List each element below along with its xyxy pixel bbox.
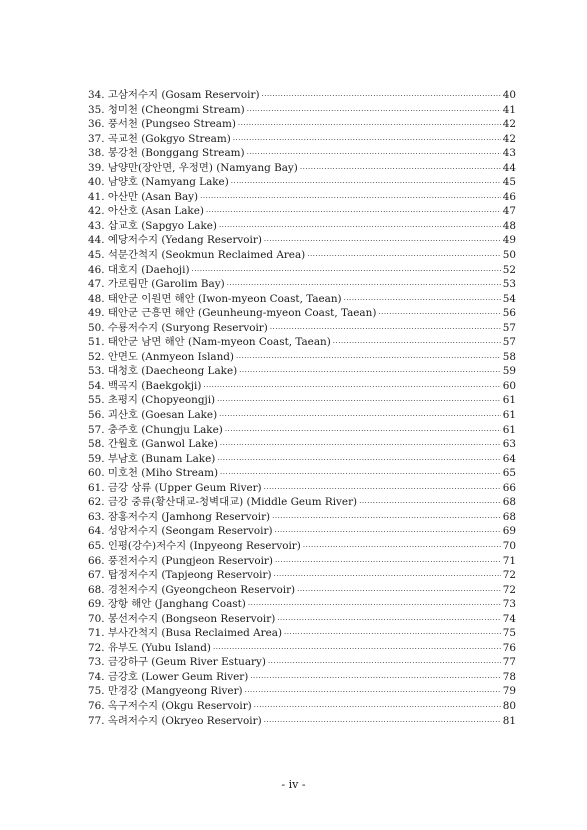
toc-entry-page: 75 (502, 627, 516, 640)
toc-entry-number: 53. (88, 365, 105, 378)
toc-entry-page: 40 (502, 89, 516, 101)
toc-entry-number: 49. (88, 307, 105, 320)
toc-entry-number: 75. (88, 685, 105, 698)
toc-entry-text (88, 524, 273, 539)
toc-entry-title: 간월호 (Ganwol Lake) (107, 438, 218, 451)
toc-entry[interactable] (88, 539, 516, 554)
toc-entry-number: 44. (88, 234, 105, 247)
toc-entry-text (88, 335, 331, 350)
dot-leader (275, 555, 501, 570)
dot-leader (239, 365, 501, 380)
dot-leader (307, 249, 501, 264)
toc-entry-page: 68 (502, 510, 516, 523)
toc-entry-page: 72 (502, 569, 516, 582)
toc-list (88, 88, 516, 728)
toc-entry-title: 곡교천 (Gokgyo Stream) (107, 132, 231, 145)
toc-entry[interactable] (88, 466, 516, 481)
toc-entry[interactable] (88, 684, 516, 699)
dot-leader (203, 380, 500, 395)
toc-entry-text (88, 481, 262, 496)
page-footer-number: - iv - (281, 778, 306, 791)
toc-entry[interactable] (88, 423, 516, 438)
toc-entry-page: 59 (502, 365, 516, 378)
dot-leader (284, 627, 501, 642)
toc-entry-page: 70 (502, 539, 516, 552)
toc-entry-page: 48 (502, 219, 516, 232)
toc-entry[interactable] (88, 190, 516, 205)
toc-entry[interactable] (88, 641, 516, 656)
dot-leader (344, 293, 501, 308)
dot-leader (262, 89, 501, 104)
dot-leader (227, 278, 501, 293)
dot-leader (247, 147, 501, 162)
toc-entry-text (88, 626, 282, 641)
toc-entry-text (88, 641, 211, 656)
dot-leader (213, 642, 501, 657)
toc-entry[interactable] (88, 437, 516, 452)
toc-entry-number: 34. (88, 89, 105, 101)
toc-entry-page: 42 (502, 132, 516, 145)
dot-leader (238, 118, 501, 133)
toc-entry-title: 고삼저수지 (Gosam Reservoir) (107, 89, 260, 101)
toc-entry-text (88, 539, 301, 554)
dot-leader (217, 453, 500, 468)
dot-leader (247, 104, 501, 119)
toc-entry-text (88, 699, 252, 714)
toc-entry-page: 74 (502, 612, 516, 625)
toc-entry-title: 탑정저수지 (Tapjeong Reservoir) (107, 569, 272, 582)
toc-entry-number: 64. (88, 525, 105, 538)
toc-entry-title: 금강 중류(황산대교-청벽대교) (Middle Geum River) (107, 496, 358, 509)
dot-leader (272, 511, 501, 526)
toc-entry-text (88, 306, 376, 321)
toc-entry-page: 78 (502, 670, 516, 683)
toc-entry-number: 38. (88, 147, 105, 160)
toc-entry-number: 54. (88, 379, 105, 392)
toc-entry-title: 초평지 (Chopyeongji) (107, 394, 216, 407)
toc-entry-number: 57. (88, 423, 105, 436)
toc-entry-title: 금강 상류 (Upper Geum River) (107, 481, 262, 494)
toc-entry-title: 금강호 (Lower Geum River) (107, 670, 249, 683)
toc-entry-number: 42. (88, 205, 105, 218)
toc-entry-number: 36. (88, 118, 105, 131)
toc-entry-number: 56. (88, 409, 105, 422)
toc-entry-page: 66 (502, 481, 516, 494)
toc-entry-title: 풍전저수지 (Pungjeon Reservoir) (107, 554, 273, 567)
toc-entry-number: 65. (88, 539, 105, 552)
dot-leader (275, 525, 501, 540)
toc-entry[interactable] (88, 103, 516, 118)
toc-entry[interactable] (88, 306, 516, 321)
toc-entry-text (88, 233, 262, 248)
toc-entry-text (88, 277, 225, 292)
toc-entry-text (88, 714, 262, 729)
toc-entry-title: 경천저수지 (Gyeongcheon Reservoir) (107, 583, 296, 596)
toc-entry-page: 49 (502, 234, 516, 247)
toc-entry-title: 잠홍저수지 (Jamhong Reservoir) (107, 510, 271, 523)
toc-entry-text (88, 684, 243, 699)
toc-entry-title: 석문간척지 (Seokmun Reclaimed Area) (107, 249, 306, 262)
toc-entry-page: 56 (502, 307, 516, 320)
dot-leader (333, 336, 501, 351)
toc-entry-page: 45 (502, 176, 516, 189)
toc-entry-page: 57 (502, 336, 516, 349)
toc-entry-number: 60. (88, 467, 105, 480)
toc-entry-number: 41. (88, 190, 105, 203)
dot-leader (236, 351, 501, 366)
dot-leader (220, 467, 501, 482)
toc-entry-number: 66. (88, 554, 105, 567)
toc-entry-number: 61. (88, 481, 105, 494)
toc-entry-title: 풍서천 (Pungseo Stream) (107, 118, 236, 131)
toc-entry[interactable] (88, 626, 516, 641)
toc-entry-number: 72. (88, 641, 105, 654)
toc-entry-title: 태안군 남면 해안 (Nam-myeon Coast, Taean) (107, 336, 331, 349)
toc-entry-title: 인평(강수)저수지 (Inpyeong Reservoir) (107, 539, 301, 552)
toc-entry-title: 백곡지 (Baekgokji) (107, 379, 202, 392)
toc-entry-page: 64 (502, 452, 516, 465)
toc-entry-title: 안면도 (Anmyeon Island) (107, 350, 234, 363)
toc-entry[interactable] (88, 364, 516, 379)
toc-entry-text (88, 175, 229, 190)
toc-entry-page: 57 (502, 321, 516, 334)
toc-entry-text (88, 670, 248, 685)
toc-entry-number: 58. (88, 438, 105, 451)
toc-entry-page: 72 (502, 583, 516, 596)
toc-entry-number: 52. (88, 350, 105, 363)
toc-entry-number: 47. (88, 278, 105, 291)
toc-entry-text (88, 466, 218, 481)
toc-entry-page: 65 (502, 467, 516, 480)
dot-leader (220, 438, 501, 453)
toc-entry-text (88, 597, 246, 612)
toc-entry-page: 68 (502, 496, 516, 509)
toc-entry[interactable] (88, 132, 516, 147)
toc-entry[interactable] (88, 655, 516, 670)
toc-entry-page: 46 (502, 190, 516, 203)
toc-entry-title: 태안군 근흥면 해안 (Geunheung-myeon Coast, Taean) (107, 307, 377, 320)
dot-leader (254, 700, 501, 715)
toc-entry-number: 48. (88, 292, 105, 305)
dot-leader (217, 394, 501, 409)
toc-entry-text (88, 393, 215, 408)
toc-entry-text (88, 452, 215, 467)
toc-entry[interactable] (88, 292, 516, 307)
toc-entry-number: 40. (88, 176, 105, 189)
dot-leader (359, 496, 501, 511)
toc-entry[interactable] (88, 219, 516, 234)
toc-entry-number: 73. (88, 656, 105, 669)
dot-leader (264, 715, 501, 730)
toc-entry-page: 41 (502, 103, 516, 116)
toc-entry[interactable] (88, 452, 516, 467)
toc-entry[interactable] (88, 379, 516, 394)
toc-entry-title: 충주호 (Chungju Lake) (107, 423, 223, 436)
toc-entry-text (88, 132, 231, 147)
toc-entry-text (88, 146, 245, 161)
toc-entry-title: 태안군 이원면 해안 (Iwon-myeon Coast, Taean) (107, 292, 342, 305)
toc-entry-title: 봉선저수지 (Bongseon Reservoir) (107, 612, 276, 625)
dot-leader (248, 598, 501, 613)
toc-entry[interactable] (88, 481, 516, 496)
toc-entry-page: 60 (502, 379, 516, 392)
toc-entry-page: 61 (502, 423, 516, 436)
toc-entry-number: 62. (88, 496, 105, 509)
toc-entry-number: 37. (88, 132, 105, 145)
toc-entry-text (88, 510, 270, 525)
toc-entry[interactable] (88, 248, 516, 263)
toc-entry-number: 67. (88, 569, 105, 582)
toc-entry-number: 35. (88, 103, 105, 116)
toc-entry-title: 부사간척지 (Busa Reclaimed Area) (107, 627, 283, 640)
toc-entry[interactable] (88, 117, 516, 132)
toc-entry-text (88, 364, 237, 379)
toc-entry[interactable] (88, 233, 516, 248)
toc-entry-page: 58 (502, 350, 516, 363)
toc-entry-text (88, 321, 268, 336)
toc-entry-text (88, 263, 190, 278)
toc-entry-number: 43. (88, 219, 105, 232)
dot-leader (274, 569, 501, 584)
toc-entry-number: 74. (88, 670, 105, 683)
toc-entry[interactable] (88, 495, 516, 510)
dot-leader (233, 133, 501, 148)
toc-entry[interactable] (88, 277, 516, 292)
toc-entry-title: 대호지 (Daehoji) (107, 263, 190, 276)
toc-entry-text (88, 248, 305, 263)
toc-entry-title: 대청호 (Daecheong Lake) (107, 365, 238, 378)
toc-entry-title: 남양만(장안면, 우정면) (Namyang Bay) (107, 161, 298, 174)
toc-entry[interactable] (88, 670, 516, 685)
toc-entry[interactable] (88, 554, 516, 569)
dot-leader (245, 685, 501, 700)
toc-entry-title: 가로림만 (Garolim Bay) (107, 278, 225, 291)
toc-entry-page: 69 (502, 525, 516, 538)
toc-entry[interactable] (88, 146, 516, 161)
toc-entry[interactable] (88, 699, 516, 714)
toc-entry-title: 만경강 (Mangyeong River) (107, 685, 243, 698)
toc-entry-text (88, 350, 234, 365)
toc-entry-number: 45. (88, 249, 105, 262)
dot-leader (303, 540, 501, 555)
toc-entry-text (88, 655, 266, 670)
toc-entry-page: 43 (502, 147, 516, 160)
toc-entry-title: 미호천 (Miho Stream) (107, 467, 219, 480)
toc-entry[interactable] (88, 263, 516, 278)
toc-entry-title: 수룡저수지 (Suryong Reservoir) (107, 321, 268, 334)
toc-entry-number: 50. (88, 321, 105, 334)
toc-entry-page: 80 (502, 699, 516, 712)
toc-entry-title: 장항 해안 (Janghang Coast) (107, 598, 246, 611)
toc-entry-text (88, 204, 204, 219)
toc-entry-text (88, 88, 260, 103)
toc-entry-page: 42 (502, 118, 516, 131)
toc-entry-text (88, 219, 217, 234)
toc-entry-text (88, 554, 273, 569)
dot-leader (300, 162, 501, 177)
toc-entry[interactable] (88, 568, 516, 583)
toc-entry[interactable] (88, 204, 516, 219)
toc-entry-title: 봉강천 (Bonggang Stream) (107, 147, 245, 160)
toc-entry-number: 71. (88, 627, 105, 640)
toc-entry-page: 77 (502, 656, 516, 669)
toc-entry-title: 청미천 (Cheongmi Stream) (107, 103, 245, 116)
toc-entry-title: 아산만 (Asan Bay) (107, 190, 199, 203)
toc-entry-title: 부남호 (Bunam Lake) (107, 452, 216, 465)
toc-entry-text (88, 103, 245, 118)
toc-entry-number: 70. (88, 612, 105, 625)
toc-entry-text (88, 583, 295, 598)
dot-leader (206, 205, 501, 220)
toc-entry[interactable] (88, 597, 516, 612)
toc-entry-title: 괴산호 (Goesan Lake) (107, 409, 218, 422)
toc-entry-page: 61 (502, 394, 516, 407)
toc-entry-page: 47 (502, 205, 516, 218)
toc-entry-number: 63. (88, 510, 105, 523)
toc-entry-text (88, 568, 272, 583)
toc-entry-page: 50 (502, 249, 516, 262)
toc-entry-title: 금강하구 (Geum River Estuary) (107, 656, 266, 669)
toc-entry-page: 63 (502, 438, 516, 451)
toc-entry-number: 51. (88, 336, 105, 349)
dot-leader (231, 176, 501, 191)
toc-entry-page: 44 (502, 161, 516, 174)
toc-entry-title: 남양호 (Namyang Lake) (107, 176, 229, 189)
toc-entry-number: 68. (88, 583, 105, 596)
dot-leader (264, 482, 501, 497)
toc-entry[interactable] (88, 175, 516, 190)
toc-entry-title: 삽교호 (Sapgyo Lake) (107, 219, 217, 232)
toc-entry[interactable] (88, 321, 516, 336)
toc-entry[interactable] (88, 335, 516, 350)
toc-entry-title: 옥구저수지 (Okgu Reservoir) (107, 699, 252, 712)
toc-entry[interactable] (88, 88, 516, 103)
toc-entry-number: 77. (88, 714, 105, 727)
toc-entry-number: 55. (88, 394, 105, 407)
toc-entry-text (88, 161, 298, 176)
dot-leader (264, 234, 501, 249)
dot-leader (268, 656, 501, 671)
toc-entry-text (88, 117, 236, 132)
dot-leader (200, 191, 501, 206)
toc-entry-text (88, 190, 198, 205)
toc-entry[interactable] (88, 714, 516, 729)
toc-entry-text (88, 612, 275, 627)
toc-entry-page: 54 (502, 292, 516, 305)
toc-entry-page: 76 (502, 641, 516, 654)
toc-entry-page: 73 (502, 598, 516, 611)
table-of-contents (88, 88, 516, 728)
toc-entry[interactable] (88, 393, 516, 408)
toc-entry-title: 유부도 (Yubu Island) (107, 641, 211, 654)
toc-entry-text (88, 495, 357, 510)
toc-entry-text (88, 437, 218, 452)
dot-leader (270, 322, 501, 337)
toc-entry[interactable] (88, 612, 516, 627)
toc-entry[interactable] (88, 510, 516, 525)
toc-entry-number: 46. (88, 263, 105, 276)
toc-entry[interactable] (88, 350, 516, 365)
toc-entry-text (88, 292, 342, 307)
toc-entry-page: 71 (502, 554, 516, 567)
dot-leader (297, 584, 501, 599)
toc-entry-text (88, 408, 217, 423)
toc-entry[interactable] (88, 408, 516, 423)
dot-leader (219, 220, 501, 235)
toc-entry-number: 76. (88, 699, 105, 712)
dot-leader (219, 409, 501, 424)
toc-entry-number: 39. (88, 161, 105, 174)
dot-leader (378, 307, 500, 322)
toc-entry-page: 79 (502, 685, 516, 698)
toc-entry-text (88, 423, 223, 438)
toc-entry-number: 69. (88, 598, 105, 611)
toc-entry-text (88, 379, 201, 394)
toc-entry-number: 59. (88, 452, 105, 465)
toc-entry-page: 81 (502, 714, 516, 727)
toc-entry-page: 53 (502, 278, 516, 291)
toc-entry[interactable] (88, 583, 516, 598)
dot-leader (250, 671, 501, 686)
toc-entry-page: 52 (502, 263, 516, 276)
dot-leader (192, 264, 501, 279)
toc-entry-title: 성암저수지 (Seongam Reservoir) (107, 525, 273, 538)
toc-entry-page: 61 (502, 409, 516, 422)
dot-leader (277, 613, 501, 628)
toc-entry[interactable] (88, 524, 516, 539)
toc-entry-title: 옥려저수지 (Okryeo Reservoir) (107, 714, 262, 727)
toc-entry-title: 예당저수지 (Yedang Reservoir) (107, 234, 262, 247)
dot-leader (225, 424, 501, 439)
toc-entry-title: 아산호 (Asan Lake) (107, 205, 204, 218)
toc-entry[interactable] (88, 161, 516, 176)
